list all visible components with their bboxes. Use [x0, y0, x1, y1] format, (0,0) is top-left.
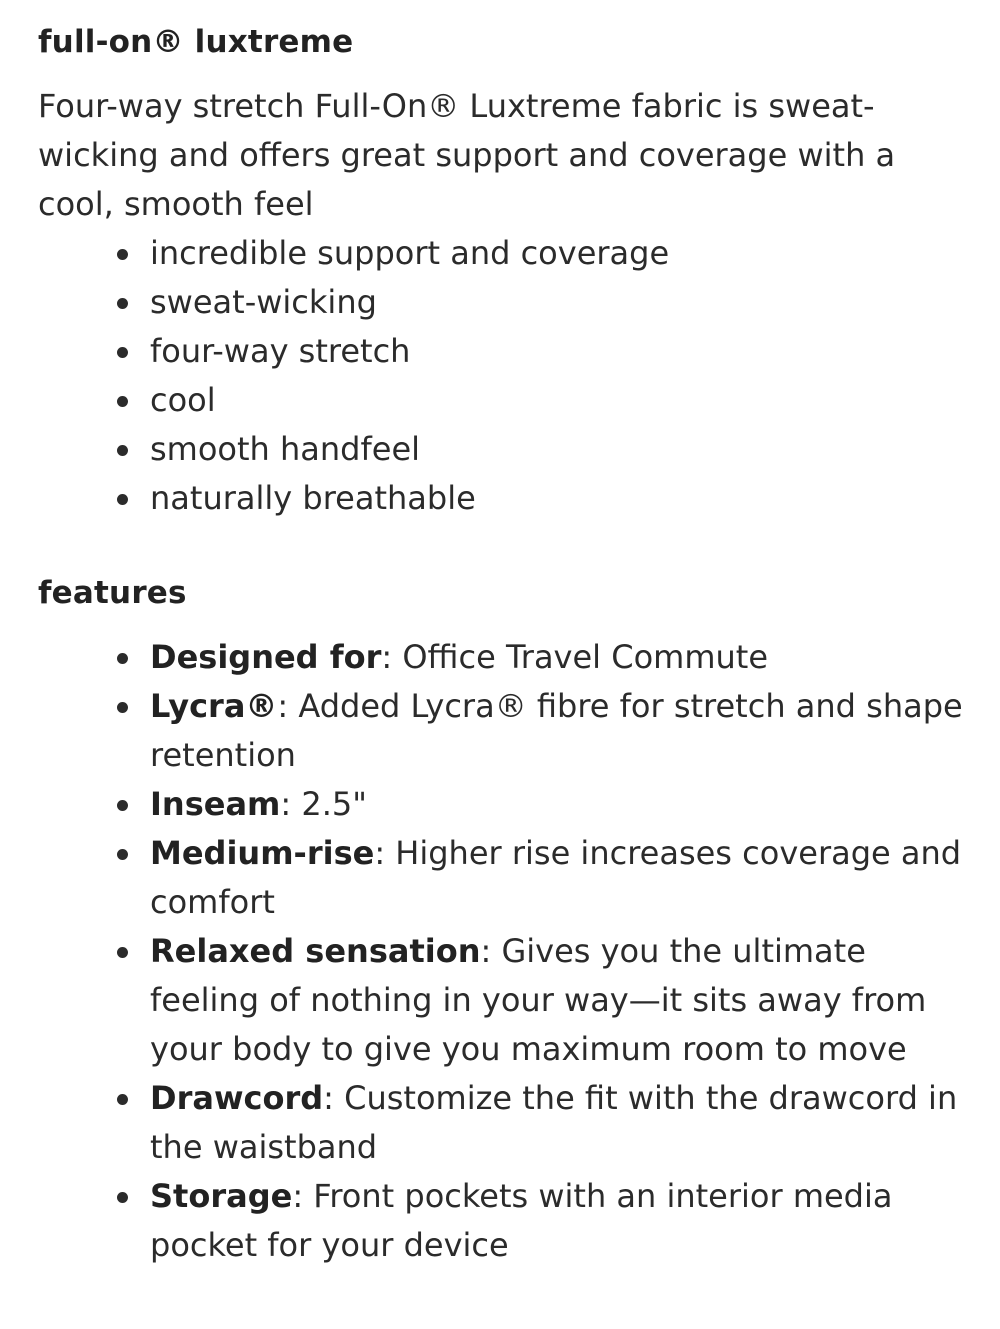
benefit-text: sweat-wicking — [150, 283, 377, 321]
list-item — [150, 1074, 970, 1172]
feature-detail: Gives you the ultimate feeling of nothing in your way—it sits away from your body to give you maximum room to move — [150, 932, 927, 1068]
feature-detail: 2.5" — [301, 785, 367, 823]
feature-separator: : — [277, 687, 299, 725]
bullet-icon — [117, 396, 128, 407]
list-item — [150, 278, 970, 327]
list-item — [150, 682, 970, 780]
bullet-icon — [117, 702, 128, 713]
list-item — [150, 376, 970, 425]
bullet-icon — [117, 800, 128, 811]
feature-separator: : — [381, 638, 403, 676]
list-item — [150, 229, 970, 278]
feature-detail: Front pockets with an interior media pocket for your device — [150, 1177, 893, 1264]
feature-term: Relaxed sensation — [150, 932, 481, 970]
fabric-title: full-on® luxtreme — [38, 24, 354, 60]
list-item — [150, 633, 970, 682]
fabric-section — [38, 20, 970, 523]
feature-detail: Higher rise increases coverage and comfort — [150, 834, 962, 921]
bullet-icon — [117, 653, 128, 664]
bullet-icon — [117, 947, 128, 958]
list-item — [150, 474, 970, 523]
benefit-text: cool — [150, 381, 216, 419]
feature-separator: : — [323, 1079, 345, 1117]
feature-term: Designed for — [150, 638, 382, 676]
bullet-icon — [117, 494, 128, 505]
bullet-icon — [117, 347, 128, 358]
bullet-icon — [117, 298, 128, 309]
benefit-text: four-way stretch — [150, 332, 411, 370]
list-item — [150, 829, 970, 927]
feature-separator: : — [280, 785, 302, 823]
benefit-text: smooth handfeel — [150, 430, 421, 468]
bullet-icon — [117, 1094, 128, 1105]
features-section — [38, 571, 970, 1270]
feature-detail: Customize the fit with the drawcord in the waistband — [150, 1079, 958, 1166]
feature-detail: Added Lycra® fibre for stretch and shape retention — [150, 687, 963, 774]
list-item — [150, 327, 970, 376]
fabric-benefits-list — [38, 229, 970, 523]
feature-separator: : — [480, 932, 502, 970]
benefit-text: incredible support and coverage — [150, 234, 670, 272]
features-title: features — [38, 575, 187, 611]
list-item — [150, 1172, 970, 1270]
feature-separator: : — [292, 1177, 314, 1215]
feature-term: Drawcord — [150, 1079, 324, 1117]
bullet-icon — [117, 1192, 128, 1203]
fabric-description: Four-way stretch Full-On® Luxtreme fabric is sweat-wicking and offers great support and coverage with a cool, smooth feel — [38, 87, 896, 223]
feature-separator: : — [374, 834, 396, 872]
list-item — [150, 927, 970, 1074]
list-item — [150, 425, 970, 474]
list-item — [150, 780, 970, 829]
feature-term: Inseam — [150, 785, 281, 823]
benefit-text: naturally breathable — [150, 479, 476, 517]
bullet-icon — [117, 445, 128, 456]
feature-detail: Office Travel Commute — [402, 638, 769, 676]
features-list — [38, 633, 970, 1270]
bullet-icon — [117, 849, 128, 860]
feature-term: Storage — [150, 1177, 293, 1215]
feature-term: Medium-rise — [150, 834, 375, 872]
feature-term: Lycra® — [150, 687, 278, 725]
bullet-icon — [117, 249, 128, 260]
